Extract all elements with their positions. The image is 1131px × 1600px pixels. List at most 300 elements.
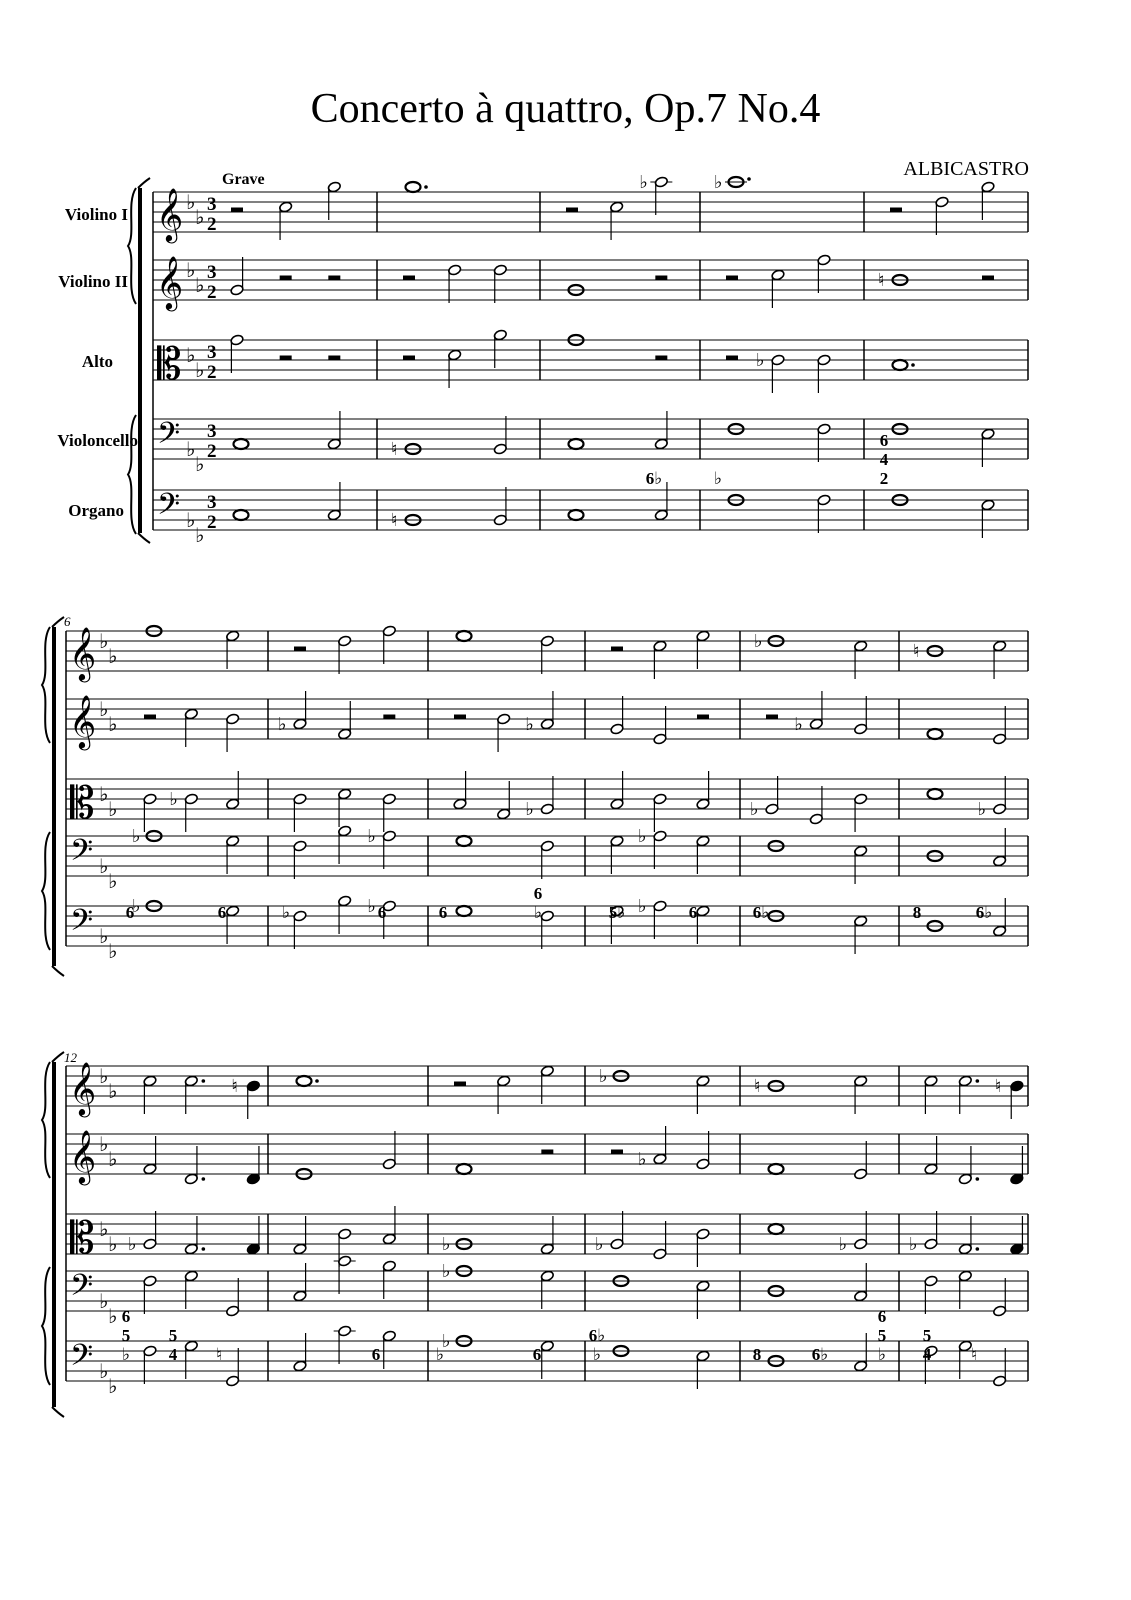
key-flat: ♭ <box>195 454 205 476</box>
note-half <box>493 443 507 455</box>
time-sig-top: 3 <box>207 342 217 363</box>
instrument-label-violoncello: Violoncello <box>57 431 138 450</box>
instrument-label-organo: Organo <box>68 501 124 520</box>
figured-bass-figure: 5 <box>121 1326 131 1345</box>
grand-staff-brace <box>42 627 50 743</box>
dot <box>747 177 751 181</box>
note-half <box>817 354 831 366</box>
key-flat: ♭ <box>99 1066 109 1088</box>
figured-bass-figure: 5 <box>877 1326 887 1345</box>
note-half <box>958 1243 972 1255</box>
note-half <box>924 1163 938 1175</box>
bass-clef: 𝄢 <box>70 904 94 944</box>
figured-bass-figure: 8 <box>752 1345 762 1364</box>
half-rest <box>890 208 902 213</box>
note-quarter <box>1010 1243 1024 1255</box>
note-half <box>854 915 868 927</box>
note-half <box>993 1305 1007 1317</box>
accidental-flat: ♭ <box>169 789 178 809</box>
note-half <box>981 181 995 193</box>
note-half <box>226 798 240 810</box>
note-half <box>696 835 710 847</box>
note-half <box>610 201 624 213</box>
key-flat: ♭ <box>99 1361 109 1383</box>
dot <box>911 363 915 367</box>
figured-bass-figure: 4 <box>168 1345 178 1364</box>
key-flat: ♭ <box>99 1134 109 1156</box>
note-whole <box>769 1164 784 1174</box>
note-half <box>993 1375 1007 1387</box>
dot <box>976 1247 980 1251</box>
note-half <box>184 1243 198 1255</box>
note-half <box>143 1163 157 1175</box>
note-half <box>184 1173 198 1185</box>
time-sig-bottom: 2 <box>207 214 217 235</box>
note-half <box>771 354 785 366</box>
dot <box>202 1247 206 1251</box>
half-rest <box>328 276 340 281</box>
note-half <box>184 1340 198 1352</box>
time-sig-top: 3 <box>207 421 217 442</box>
note-half <box>958 1075 972 1087</box>
note-half <box>226 1305 240 1317</box>
time-sig-top: 3 <box>207 194 217 215</box>
figured-bass-figure: 5 <box>168 1326 178 1345</box>
note-whole <box>457 836 472 846</box>
key-flat: ♭ <box>99 631 109 653</box>
note-half <box>696 1075 710 1087</box>
note-half <box>540 803 554 815</box>
half-rest <box>726 356 738 361</box>
grand-staff-brace <box>128 188 136 304</box>
key-flat: ♭ <box>108 941 118 963</box>
note-half <box>540 718 554 730</box>
key-flat: ♭ <box>108 1081 118 1103</box>
dot <box>976 1177 980 1181</box>
note-half <box>382 1260 396 1272</box>
note-half <box>497 1075 511 1087</box>
bass-clef: 𝄢 <box>157 488 181 528</box>
accidental-flat: ♭ <box>525 799 534 819</box>
note-half <box>382 1330 396 1342</box>
note-half <box>817 254 831 266</box>
note-half <box>771 269 785 281</box>
key-flat: ♭ <box>108 646 118 668</box>
note-half <box>293 718 307 730</box>
note-half <box>958 1173 972 1185</box>
note-half <box>653 900 667 912</box>
note-half <box>993 925 1007 937</box>
key-flat: ♭ <box>195 360 205 382</box>
bass-clef: 𝄢 <box>157 417 181 457</box>
accidental-flat: ♭ <box>638 1149 647 1169</box>
half-rest <box>144 715 156 720</box>
accidental-flat: ♭ <box>442 1261 451 1281</box>
note-half <box>293 1290 307 1302</box>
half-rest <box>697 715 709 720</box>
half-rest <box>383 715 395 720</box>
accidental-flat: ♭ <box>132 826 141 846</box>
accidental-flat: ♭ <box>838 1234 848 1254</box>
note-whole <box>928 729 943 739</box>
note-half <box>338 635 352 647</box>
note-half <box>293 1360 307 1372</box>
note-half <box>293 840 307 852</box>
note-half <box>653 830 667 842</box>
note-half <box>338 895 352 907</box>
note-half <box>540 840 554 852</box>
accidental-flat: ♭ <box>367 826 376 846</box>
half-rest <box>280 356 292 361</box>
treble-clef: 𝄞 <box>69 1131 97 1182</box>
note-quarter <box>246 1173 260 1185</box>
note-half <box>338 825 352 837</box>
half-rest <box>766 715 778 720</box>
note-whole <box>234 510 249 520</box>
measure-number-12: 12 <box>64 1050 77 1065</box>
note-whole <box>234 439 249 449</box>
note-whole <box>406 182 421 192</box>
figured-bass-figure: 6 <box>533 884 543 903</box>
half-rest <box>655 356 667 361</box>
key-flat: ♭ <box>99 699 109 721</box>
accidental-natural: ♮ <box>754 1076 761 1096</box>
note-half <box>696 1350 710 1362</box>
note-half <box>696 905 710 917</box>
note-half <box>338 1228 352 1240</box>
accidental-natural: ♮ <box>878 270 885 290</box>
note-quarter <box>246 1243 260 1255</box>
note-whole <box>457 906 472 916</box>
bass-clef: 𝄢 <box>70 1269 94 1309</box>
treble-clef: 𝄞 <box>69 1063 97 1114</box>
half-rest <box>294 647 306 652</box>
note-half <box>696 1280 710 1292</box>
note-whole <box>569 439 584 449</box>
note-half <box>924 1275 938 1287</box>
note-half <box>184 1075 198 1087</box>
instrument-label-alto: Alto <box>81 352 113 371</box>
note-half <box>453 798 467 810</box>
bracket-hook <box>52 966 64 976</box>
note-half <box>854 793 868 805</box>
figured-bass-figure: 2 <box>879 469 889 488</box>
note-half <box>854 640 868 652</box>
note-half <box>143 1275 157 1287</box>
half-rest <box>328 356 340 361</box>
figured-bass-figure: ♭ <box>121 1345 131 1364</box>
key-flat: ♭ <box>108 1234 118 1256</box>
note-half <box>765 803 779 815</box>
figured-bass-figure: 6♭ <box>811 1345 829 1364</box>
note-half <box>184 708 198 720</box>
note-whole <box>457 631 472 641</box>
accidental-natural: ♮ <box>391 510 398 530</box>
accidental-natural: ♮ <box>391 439 398 459</box>
key-flat: ♭ <box>186 345 196 367</box>
half-rest <box>726 276 738 281</box>
accidental-flat: ♭ <box>639 172 648 192</box>
note-half <box>540 910 554 922</box>
dot <box>424 185 428 189</box>
figured-bass-figure: ♭ <box>713 469 723 488</box>
note-half <box>854 1075 868 1087</box>
grand-staff-brace <box>42 832 50 950</box>
time-sig-bottom: 2 <box>207 512 217 533</box>
figured-bass-figure: ♮ <box>215 1345 223 1364</box>
half-rest <box>566 208 578 213</box>
instrument-label-violino-1: Violino I <box>64 205 128 224</box>
half-rest <box>611 647 623 652</box>
accidental-flat: ♭ <box>525 714 534 734</box>
note-half <box>854 1168 868 1180</box>
figured-bass-figure: ♮ <box>970 1345 978 1364</box>
note-half <box>279 201 293 213</box>
figured-bass-figure: 6 <box>688 903 698 922</box>
accidental-flat: ♭ <box>367 896 376 916</box>
note-half <box>293 910 307 922</box>
note-half <box>696 1228 710 1240</box>
note-half <box>854 723 868 735</box>
treble-clef: 𝄞 <box>156 189 184 240</box>
note-half <box>448 349 462 361</box>
note-half <box>293 1243 307 1255</box>
note-half <box>993 803 1007 815</box>
note-half <box>653 1248 667 1260</box>
note-half <box>854 1360 868 1372</box>
key-flat: ♭ <box>99 784 109 806</box>
note-half <box>809 718 823 730</box>
key-flat: ♭ <box>186 260 196 282</box>
note-half <box>817 423 831 435</box>
note-half <box>230 334 244 346</box>
bracket-hook <box>52 1407 64 1417</box>
treble-clef: 𝄞 <box>69 696 97 747</box>
note-half <box>935 196 949 208</box>
note-whole <box>297 1076 312 1086</box>
note-half <box>382 1233 396 1245</box>
figured-bass-figure: ♭ <box>592 1345 602 1364</box>
note-whole <box>769 1224 784 1234</box>
note-half <box>540 1270 554 1282</box>
figured-bass-figure: 8 <box>912 903 922 922</box>
figured-bass-figure: 4 <box>879 450 889 469</box>
note-half <box>143 793 157 805</box>
note-half <box>610 798 624 810</box>
accidental-flat: ♭ <box>714 172 723 192</box>
note-half <box>338 1325 352 1337</box>
note-half <box>981 499 995 511</box>
figured-bass-figure: ♭ <box>281 903 291 922</box>
note-quarter <box>246 1080 260 1092</box>
note-half <box>143 1345 157 1357</box>
bracket-hook <box>138 178 150 188</box>
half-rest <box>541 1150 553 1155</box>
half-rest <box>655 276 667 281</box>
note-half <box>184 1270 198 1282</box>
note-half <box>540 635 554 647</box>
figured-bass-figure: 6 <box>877 1307 887 1326</box>
note-quarter <box>1010 1080 1024 1092</box>
note-half <box>338 728 352 740</box>
note-half <box>854 845 868 857</box>
key-flat: ♭ <box>195 525 205 547</box>
note-half <box>958 1270 972 1282</box>
composer-name: ALBICASTRO <box>903 158 1029 180</box>
time-sig-bottom: 2 <box>207 282 217 303</box>
figured-bass-figure: 6 <box>121 1307 131 1326</box>
grand-staff-brace <box>42 1267 50 1385</box>
bracket-hook <box>138 533 150 543</box>
note-whole <box>928 789 943 799</box>
note-half <box>184 793 198 805</box>
note-half <box>382 1158 396 1170</box>
key-flat: ♭ <box>186 192 196 214</box>
note-half <box>143 1075 157 1087</box>
figured-bass-figure: 5 <box>922 1326 932 1345</box>
note-half <box>540 1065 554 1077</box>
time-sig-bottom: 2 <box>207 362 217 383</box>
figured-bass-figure: ♭ <box>877 1345 887 1364</box>
figured-bass-figure: 6♭ <box>588 1326 606 1345</box>
accidental-flat: ♭ <box>442 1234 451 1254</box>
note-whole <box>893 360 908 370</box>
instrument-label-violino-2: Violino II <box>58 272 128 291</box>
note-half <box>327 438 341 450</box>
note-half <box>493 514 507 526</box>
note-half <box>993 733 1007 745</box>
grand-staff-brace <box>42 1062 50 1178</box>
note-half <box>493 329 507 341</box>
accidental-flat: ♭ <box>132 896 141 916</box>
note-half <box>610 835 624 847</box>
key-flat: ♭ <box>108 714 118 736</box>
key-flat: ♭ <box>108 871 118 893</box>
note-half <box>338 788 352 800</box>
note-half <box>993 640 1007 652</box>
note-half <box>226 835 240 847</box>
note-half <box>540 1243 554 1255</box>
key-flat: ♭ <box>108 1306 118 1328</box>
note-half <box>653 1153 667 1165</box>
note-half <box>497 713 511 725</box>
note-half <box>653 640 667 652</box>
treble-clef: 𝄞 <box>69 628 97 679</box>
figured-bass-figure: ♭ <box>533 903 543 922</box>
note-half <box>981 428 995 440</box>
alto-clef: 𝄡 <box>70 1214 95 1263</box>
note-half <box>226 713 240 725</box>
accidental-flat: ♭ <box>128 1234 137 1254</box>
half-rest <box>403 356 415 361</box>
accidental-flat: ♭ <box>909 1234 918 1254</box>
note-half <box>540 1340 554 1352</box>
measure-number-6: 6 <box>64 614 71 629</box>
key-flat: ♭ <box>99 1219 109 1241</box>
dot <box>976 1079 980 1083</box>
time-sig-bottom: 2 <box>207 441 217 462</box>
treble-clef: 𝄞 <box>156 257 184 308</box>
note-half <box>226 1375 240 1387</box>
figured-bass-figure: 5♭ <box>608 903 626 922</box>
key-flat: ♭ <box>99 1291 109 1313</box>
note-half <box>448 264 462 276</box>
dot <box>315 1079 319 1083</box>
half-rest <box>454 715 466 720</box>
note-half <box>493 264 507 276</box>
note-half <box>382 793 396 805</box>
dot <box>202 1079 206 1083</box>
time-sig-top: 3 <box>207 262 217 283</box>
note-whole <box>457 1164 472 1174</box>
accidental-flat: ♭ <box>638 826 647 846</box>
bracket-hook <box>52 617 64 627</box>
note-half <box>854 1238 868 1250</box>
accidental-natural: ♮ <box>231 1076 238 1096</box>
note-half <box>809 813 823 825</box>
accidental-flat: ♭ <box>638 896 647 916</box>
note-half <box>610 723 624 735</box>
accidental-natural: ♮ <box>994 1076 1002 1096</box>
tempo-marking: Grave <box>222 171 265 188</box>
accidental-flat: ♭ <box>794 714 803 734</box>
note-half <box>696 1158 710 1170</box>
bass-clef: 𝄢 <box>70 834 94 874</box>
half-rest <box>280 276 292 281</box>
half-rest <box>231 208 243 213</box>
figured-bass-figure: 6 <box>217 903 227 922</box>
figured-bass-figure: 6 <box>377 903 387 922</box>
note-quarter <box>1010 1173 1024 1185</box>
note-half <box>924 1075 938 1087</box>
accidental-flat: ♭ <box>595 1234 604 1254</box>
dot <box>202 1177 206 1181</box>
note-half <box>696 630 710 642</box>
note-half <box>653 793 667 805</box>
note-half <box>382 625 396 637</box>
key-flat: ♭ <box>108 1149 118 1171</box>
figured-bass-figure: 6 <box>438 903 448 922</box>
note-half <box>696 798 710 810</box>
accidental-flat: ♭ <box>442 1331 451 1351</box>
note-half <box>653 733 667 745</box>
note-half <box>230 284 244 296</box>
figured-bass-figure: 6 <box>371 1345 381 1364</box>
key-flat: ♭ <box>108 1376 118 1398</box>
key-flat: ♭ <box>195 207 205 229</box>
accidental-flat: ♭ <box>754 631 763 651</box>
note-half <box>143 1238 157 1250</box>
note-half <box>654 509 668 521</box>
figured-bass-figure: 4 <box>922 1345 932 1364</box>
time-sig-top: 3 <box>207 492 217 513</box>
alto-clef: 𝄡 <box>157 340 182 389</box>
note-half <box>817 494 831 506</box>
accidental-flat: ♭ <box>750 799 759 819</box>
bracket-hook <box>52 1052 64 1062</box>
half-rest <box>611 1150 623 1155</box>
accidental-flat: ♭ <box>278 714 287 734</box>
alto-clef: 𝄡 <box>70 779 95 828</box>
key-flat: ♭ <box>195 275 205 297</box>
accidental-flat: ♭ <box>756 350 765 370</box>
accidental-flat: ♭ <box>599 1066 608 1086</box>
note-half <box>610 1238 624 1250</box>
note-half <box>382 830 396 842</box>
note-half <box>338 1255 352 1267</box>
note-half <box>327 181 341 193</box>
note-half <box>993 855 1007 867</box>
